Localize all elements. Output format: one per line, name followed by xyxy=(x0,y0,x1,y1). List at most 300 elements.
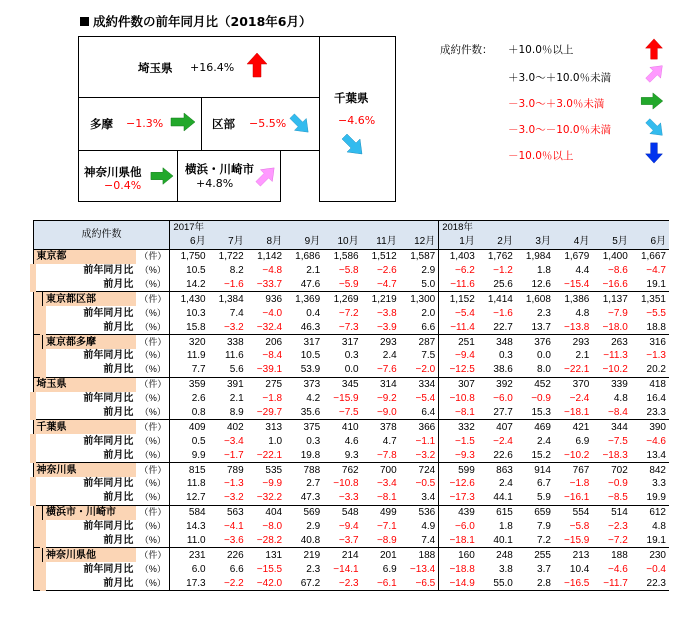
table-cell: 366 xyxy=(400,420,439,434)
month-header: 3月 xyxy=(516,235,554,249)
table-cell: 19.8 xyxy=(300,449,321,461)
region-label: 千葉県 xyxy=(33,420,136,434)
table-cell: 1,586 xyxy=(333,251,359,263)
table-cell: 1.0 xyxy=(268,435,283,447)
table-cell: 370 xyxy=(554,377,592,391)
table-cell: 255 xyxy=(516,548,554,562)
indent-bar xyxy=(33,534,43,548)
table-cell: 3.4 xyxy=(421,492,436,504)
indent-bar xyxy=(33,576,43,590)
unit-label: （%） xyxy=(139,521,166,532)
table-cell: 724 xyxy=(400,463,439,477)
table-cell: −1.8 xyxy=(262,393,283,405)
table-cell: 2.6 xyxy=(170,392,209,406)
kanagawa-label: 神奈川県他 xyxy=(84,165,142,179)
kanagawa-value: −0.4% xyxy=(104,179,142,192)
table-cell: 0.3 xyxy=(306,435,321,447)
table-cell: −0.5 xyxy=(415,478,436,490)
arrow-right-icon xyxy=(150,166,174,186)
indent-bar xyxy=(33,548,43,562)
table-cell: −9.2 xyxy=(376,393,397,405)
table-cell: −3.4 xyxy=(223,435,244,447)
table-cell: 6.7 xyxy=(537,478,551,490)
table-cell: 7.4 xyxy=(229,307,244,319)
table-cell: 12.6 xyxy=(531,279,551,290)
mom-label: 前月比 xyxy=(43,363,137,377)
mom-label: 前月比 xyxy=(43,534,137,548)
table-cell: −22.1 xyxy=(564,364,590,376)
table-cell: 314 xyxy=(362,377,400,391)
legend-item: －3.0～－10.0％未満 xyxy=(508,124,612,136)
yoy-label: 前年同月比 xyxy=(33,477,136,491)
table-cell: 25.6 xyxy=(493,279,513,290)
table-cell: −28.2 xyxy=(256,535,283,547)
yokohama-label: 横浜・川崎市 xyxy=(185,162,254,176)
table-cell: 10.4 xyxy=(569,563,590,575)
subregion-label: 東京都多摩 xyxy=(43,335,137,349)
table-cell: 5.0 xyxy=(421,279,436,290)
table-cell: −18.1 xyxy=(564,407,590,419)
table-cell: −7.6 xyxy=(376,364,397,376)
table-cell: 376 xyxy=(516,335,554,349)
table-cell: −42.0 xyxy=(247,576,285,590)
region-label: 神奈川県 xyxy=(33,463,136,477)
table-cell: 313 xyxy=(247,420,285,434)
table-cell: −4.7 xyxy=(646,265,666,277)
table-cell: 317 xyxy=(323,335,361,349)
table-cell: 11.9 xyxy=(170,349,209,363)
table-cell: −15.9 xyxy=(564,535,590,547)
unit-label: （件） xyxy=(136,463,170,477)
table-cell: 4.8 xyxy=(575,307,590,319)
month-header: 5月 xyxy=(592,235,630,249)
table-cell: 4.8 xyxy=(652,521,666,533)
table-cell: 2.7 xyxy=(306,478,321,490)
table-cell: 3.7 xyxy=(537,563,551,575)
unit-label: （%） xyxy=(139,265,166,276)
mom-label: 前月比 xyxy=(33,278,136,292)
table-row xyxy=(33,406,669,420)
table-cell: 17.3 xyxy=(170,576,209,590)
table-cell: −11.7 xyxy=(592,576,630,590)
table-cell: 2.8 xyxy=(516,576,554,590)
table-cell: 404 xyxy=(247,505,285,519)
table-cell: −3.2 xyxy=(415,449,436,461)
table-cell: −8.0 xyxy=(262,521,283,533)
table-cell: 22.6 xyxy=(493,449,513,461)
table-cell: −16.1 xyxy=(564,492,590,504)
arrow-diag-down-icon xyxy=(340,132,364,156)
yoy-label: 前年同月比 xyxy=(33,264,136,278)
arrow-down-icon xyxy=(644,142,664,164)
table-row xyxy=(33,505,669,519)
table-cell: 338 xyxy=(209,335,247,349)
table-cell: −7.2 xyxy=(338,307,359,319)
table-cell: 452 xyxy=(516,377,554,391)
table-cell: 13.4 xyxy=(646,449,666,461)
table-row xyxy=(33,292,669,306)
table-cell: 19.1 xyxy=(646,279,666,290)
table-cell: 5.6 xyxy=(229,364,244,376)
table-cell: −3.3 xyxy=(338,492,359,504)
unit-label: （%） xyxy=(139,307,166,318)
table-cell: 1,369 xyxy=(285,292,323,306)
table-cell: 12.7 xyxy=(170,491,209,505)
month-header: 11月 xyxy=(362,235,400,249)
table-cell: 8.2 xyxy=(229,265,244,277)
table-cell: 9.9 xyxy=(170,448,209,462)
table-cell: 1,386 xyxy=(554,292,592,306)
mom-label: 前月比 xyxy=(43,320,137,334)
table-cell: 345 xyxy=(323,377,361,391)
table-row xyxy=(33,320,669,334)
table-cell: 359 xyxy=(170,377,209,391)
arrow-diag-down-icon xyxy=(288,112,310,134)
indent-bar xyxy=(33,505,43,519)
table-cell: 14.2 xyxy=(170,278,209,292)
table-cell: 6.6 xyxy=(229,563,244,575)
table-cell: −6.5 xyxy=(400,576,439,590)
table-cell: 4.8 xyxy=(613,393,628,405)
table-cell: −5.4 xyxy=(415,393,436,405)
unit-label: （件） xyxy=(136,548,170,562)
table-cell: 35.6 xyxy=(300,407,321,419)
table-cell: −15.5 xyxy=(256,563,283,575)
table-row xyxy=(33,392,669,406)
table-cell: −1.1 xyxy=(415,435,436,447)
table-cell: −9.4 xyxy=(338,521,359,533)
table-cell: 584 xyxy=(170,505,209,519)
arrow-diag-down-icon xyxy=(644,117,664,137)
mom-label: 前月比 xyxy=(33,491,136,505)
table-cell: −7.1 xyxy=(376,521,397,533)
table-row xyxy=(33,548,669,562)
table-cell: −9.0 xyxy=(376,407,397,419)
table-cell: 1.8 xyxy=(537,265,551,277)
table-cell: 2.3 xyxy=(537,307,551,319)
table-cell: 409 xyxy=(170,420,209,434)
chiba-value: −4.6% xyxy=(338,114,376,127)
table-cell: −6.1 xyxy=(362,576,400,590)
table-cell: 391 xyxy=(209,377,247,391)
table-cell: 1,750 xyxy=(170,249,209,263)
table-cell: −1.6 xyxy=(493,307,513,319)
table-cell: −18.3 xyxy=(602,449,628,461)
table-cell: 55.0 xyxy=(478,576,516,590)
table-cell: −3.9 xyxy=(376,321,397,333)
unit-label: （%） xyxy=(139,350,166,361)
unit-label: （%） xyxy=(136,576,170,590)
table-cell: 201 xyxy=(362,548,400,562)
table-cell: 0.3 xyxy=(498,350,513,362)
region-label: 埼玉県 xyxy=(33,377,136,391)
table-cell: 1,400 xyxy=(602,251,628,263)
table-cell: −3.7 xyxy=(338,535,359,547)
table-cell: 188 xyxy=(400,548,439,562)
legend-item: －3.0～＋3.0％未満 xyxy=(508,98,605,110)
table-cell: 815 xyxy=(170,463,209,477)
arrow-up-icon xyxy=(246,52,268,78)
table-cell: 514 xyxy=(592,505,630,519)
arrow-right-icon xyxy=(170,112,196,132)
table-cell: 10.5 xyxy=(300,350,321,362)
table-cell: −12.6 xyxy=(439,477,478,491)
table-cell: 47.6 xyxy=(300,279,321,290)
table-cell: −32.4 xyxy=(256,321,283,333)
table-cell: 788 xyxy=(285,463,323,477)
table-cell: −10.8 xyxy=(333,478,359,490)
yokohama-value: +4.8% xyxy=(196,177,234,190)
table-cell: 418 xyxy=(631,377,669,391)
table-cell: −14.9 xyxy=(439,576,478,590)
table-cell: 1,608 xyxy=(516,292,554,306)
yoy-label: 前年同月比 xyxy=(33,392,136,406)
table-cell: 2.0 xyxy=(421,307,436,319)
table-cell: −2.4 xyxy=(493,435,513,447)
table-cell: 0.5 xyxy=(170,434,209,448)
table-cell: 131 xyxy=(247,548,285,562)
table-row xyxy=(33,562,669,576)
table-cell: 6.4 xyxy=(421,407,436,419)
table-cell: 1,414 xyxy=(478,292,516,306)
table-cell: −33.7 xyxy=(256,279,283,290)
table-cell: 53.9 xyxy=(300,364,321,376)
month-header: 6月 xyxy=(170,235,209,249)
table-cell: 767 xyxy=(554,463,592,477)
table-cell: 1,137 xyxy=(592,292,630,306)
saitama-label: 埼玉県 xyxy=(138,61,173,75)
table-cell: −17.3 xyxy=(439,491,478,505)
table-cell: 612 xyxy=(631,505,669,519)
table-cell: 1,300 xyxy=(400,292,439,306)
table-cell: 20.2 xyxy=(646,364,666,376)
table-cell: −29.7 xyxy=(256,407,283,419)
table-cell: −0.4 xyxy=(646,563,666,575)
table-cell: −15.4 xyxy=(564,279,590,290)
year-2018-header: 2018年 xyxy=(439,221,669,235)
table-cell: 2.1 xyxy=(306,265,321,277)
table-cell: −3.8 xyxy=(376,307,397,319)
unit-label: （%） xyxy=(139,492,166,503)
table-cell: 6.0 xyxy=(170,562,209,576)
table-row xyxy=(33,335,669,349)
table-cell: 14.3 xyxy=(170,520,209,534)
table-cell: 0.4 xyxy=(306,307,321,319)
table-cell: −2.2 xyxy=(209,576,247,590)
month-header: 1月 xyxy=(439,235,478,249)
table-cell: −0.9 xyxy=(531,393,551,405)
table-cell: 548 xyxy=(323,505,361,519)
arrow-diag-up-icon xyxy=(254,166,276,188)
table-cell: 1,722 xyxy=(218,251,244,263)
table-cell: 47.3 xyxy=(300,492,321,504)
table-cell: 615 xyxy=(478,505,516,519)
table-cell: 659 xyxy=(516,505,554,519)
table-cell: 38.6 xyxy=(493,364,513,376)
table-cell: 7.2 xyxy=(537,535,551,547)
legend-item: －10.0％以上 xyxy=(508,150,574,162)
table-cell: 421 xyxy=(554,420,592,434)
subregion-label: 東京都区部 xyxy=(43,292,137,306)
table-cell: −12.5 xyxy=(439,363,478,377)
month-header: 12月 xyxy=(400,235,439,249)
indent-bar xyxy=(33,320,43,334)
table-cell: −0.9 xyxy=(608,478,628,490)
table-cell: 7.5 xyxy=(421,350,436,362)
mom-label: 前月比 xyxy=(33,448,136,462)
table-cell: −3.2 xyxy=(223,321,244,333)
unit-label: （%） xyxy=(139,407,166,418)
table-cell: −13.4 xyxy=(409,563,436,575)
table-cell: −1.2 xyxy=(493,265,513,277)
month-header: 10月 xyxy=(323,235,361,249)
mom-label: 前月比 xyxy=(33,406,136,420)
indent-bar xyxy=(33,562,43,576)
legend-item: ＋10.0％以上 xyxy=(508,44,574,56)
unit-label: （%） xyxy=(139,364,166,375)
table-cell: −1.3 xyxy=(223,478,244,490)
table-cell: 2.4 xyxy=(382,350,397,362)
table-cell: 67.2 xyxy=(285,576,323,590)
indent-bar xyxy=(33,520,43,534)
table-cell: −7.3 xyxy=(338,321,359,333)
table-row xyxy=(33,249,669,263)
table-cell: 469 xyxy=(516,420,554,434)
table-cell: 15.8 xyxy=(170,320,209,334)
table-cell: 2.9 xyxy=(421,265,436,277)
table-cell: −8.1 xyxy=(439,406,478,420)
table-cell: −15.9 xyxy=(333,393,359,405)
table-cell: 7.4 xyxy=(421,535,436,547)
table-cell: 5.9 xyxy=(537,492,551,504)
table-cell: −2.3 xyxy=(608,521,628,533)
table-cell: 160 xyxy=(439,548,478,562)
table-cell: 23.3 xyxy=(646,407,666,419)
indent-bar xyxy=(33,292,43,306)
region-map xyxy=(78,36,396,202)
table-cell: 275 xyxy=(247,377,285,391)
table-cell: 2.3 xyxy=(306,563,321,575)
table-row xyxy=(33,477,669,491)
unit-label: （%） xyxy=(139,478,166,489)
yoy-label: 前年同月比 xyxy=(43,349,137,363)
yoy-label: 前年同月比 xyxy=(33,434,136,448)
table-cell: 373 xyxy=(285,377,323,391)
table-cell: 214 xyxy=(323,548,361,562)
table-cell: −7.5 xyxy=(338,407,359,419)
table-cell: −6.0 xyxy=(493,393,513,405)
table-cell: −10.2 xyxy=(602,364,628,376)
month-header: 9月 xyxy=(285,235,323,249)
table-cell: −18.0 xyxy=(602,321,628,333)
table-cell: −1.8 xyxy=(569,478,590,490)
month-header: 7月 xyxy=(209,235,247,249)
table-cell: 18.8 xyxy=(646,321,666,333)
arrow-right-icon xyxy=(640,92,664,110)
table-cell: 1,430 xyxy=(170,292,209,306)
table-cell: 1,984 xyxy=(525,251,551,263)
table-cell: 16.4 xyxy=(646,393,666,405)
table-cell: −1.3 xyxy=(646,350,666,362)
unit-label: （件） xyxy=(136,505,170,519)
table-cell: −6.2 xyxy=(439,264,478,278)
table-cell: 27.7 xyxy=(493,407,513,419)
table-cell: 1,587 xyxy=(410,251,436,263)
table-cell: −14.1 xyxy=(333,563,359,575)
table-cell: 2.4 xyxy=(537,435,551,447)
table-cell: 13.7 xyxy=(531,321,551,333)
table-cell: 19.1 xyxy=(646,535,666,547)
table-cell: −2.4 xyxy=(569,393,590,405)
table-cell: −2.0 xyxy=(415,364,436,376)
table-cell: −8.6 xyxy=(608,265,628,277)
table-cell: 0.0 xyxy=(537,350,551,362)
table-cell: 6.9 xyxy=(382,563,397,575)
table-cell: 317 xyxy=(285,335,323,349)
indent-bar xyxy=(33,363,43,377)
table-cell: 936 xyxy=(247,292,285,306)
table-row xyxy=(33,434,669,448)
table-cell: 762 xyxy=(323,463,361,477)
table-cell: 499 xyxy=(362,505,400,519)
table-row xyxy=(33,264,669,278)
table-cell: −2.6 xyxy=(376,265,397,277)
table-cell: 22.3 xyxy=(631,576,669,590)
table-cell: 40.8 xyxy=(300,535,321,547)
table-cell: −7.2 xyxy=(608,535,628,547)
table-cell: −10.8 xyxy=(439,392,478,406)
table-cell: 402 xyxy=(209,420,247,434)
table-cell: 1,142 xyxy=(257,251,283,263)
table-cell: 1,384 xyxy=(209,292,247,306)
legend xyxy=(440,38,670,168)
table-cell: 4.4 xyxy=(575,265,590,277)
tama-value: −1.3% xyxy=(126,117,164,130)
table-cell: 19.9 xyxy=(646,492,666,504)
unit-label: （%） xyxy=(139,321,166,332)
table-cell: 6.6 xyxy=(421,321,436,333)
table-body xyxy=(33,249,669,590)
table-cell: 40.1 xyxy=(493,535,513,547)
table-cell: −11.3 xyxy=(603,350,628,362)
table-cell: 8.9 xyxy=(229,407,244,419)
table-cell: −18.1 xyxy=(439,534,478,548)
table-cell: 320 xyxy=(170,335,209,349)
legend-title: 成約件数： xyxy=(440,44,493,56)
table-cell: −7.9 xyxy=(608,307,628,319)
table-cell: 7.9 xyxy=(537,521,551,533)
table-row xyxy=(33,278,669,292)
table-cell: 10.5 xyxy=(170,264,209,278)
unit-label: （件） xyxy=(136,377,170,391)
table-cell: 188 xyxy=(592,548,630,562)
table-cell: 392 xyxy=(478,377,516,391)
table-cell: 0.0 xyxy=(344,364,359,376)
arrow-up-icon xyxy=(644,38,664,60)
table-cell: 569 xyxy=(285,505,323,519)
unit-label: （%） xyxy=(139,435,166,446)
table-row xyxy=(33,463,669,477)
table-cell: −8.4 xyxy=(262,350,283,362)
table-cell: 4.2 xyxy=(306,393,321,405)
year-2017-header: 2017年 xyxy=(170,221,439,235)
table-cell: 11.6 xyxy=(224,350,244,362)
table-cell: −22.1 xyxy=(256,449,283,461)
table-cell: −3.2 xyxy=(223,492,244,504)
table-cell: 339 xyxy=(592,377,630,391)
table-cell: 3.8 xyxy=(498,563,513,575)
table-cell: −39.1 xyxy=(256,364,283,376)
